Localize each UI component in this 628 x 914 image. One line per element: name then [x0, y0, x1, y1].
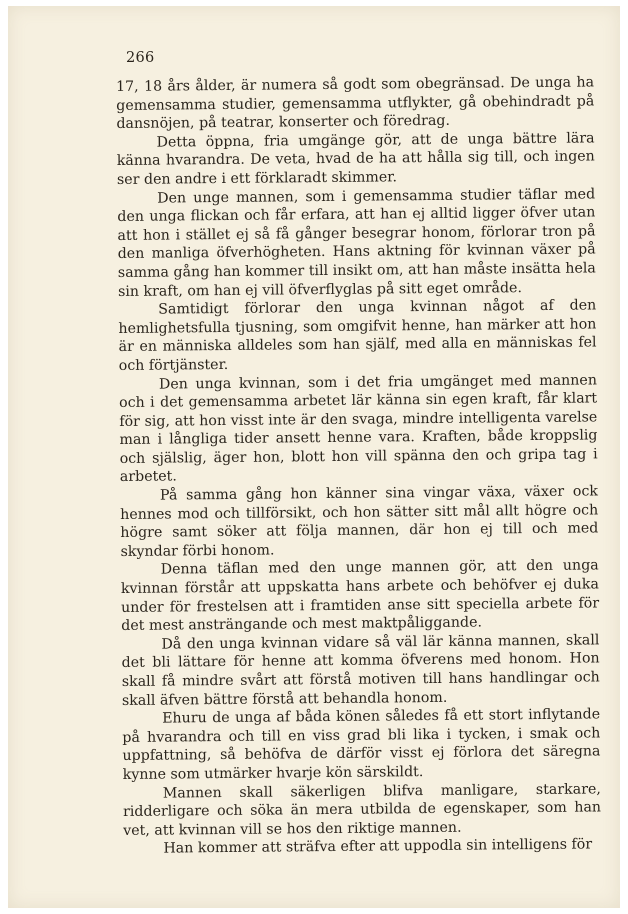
paragraph-6: På samma gång hon känner sina vingar växa, växer ock hennes mod och tillförsikt, och hon sätter sitt mål allt högre och högre samt söker att följa mannen, där hon ej till och med skyndar förbi honom. [120, 483, 599, 560]
paragraph-9: Ehuru de unga af båda könen således få ett stort inflytande på hvarandra och till en viss grad bli lika i tycken, i smak och uppfattning, så behöfva de därför visst ej förlora det säregna kynne som utmärker hvarje kön särskildt. [122, 706, 601, 783]
paragraph-4: Samtidigt förlorar den unga kvinnan något af den hemlighetsfulla tjusning, som omgifvit henne, han märker att hon är en människa alldeles som han själf, med alla en människas fel och förtjänster. [118, 297, 597, 374]
paragraph-2: Detta öppna, fria umgänge gör, att de unga bättre lära känna hvarandra. De veta, hvad de ha att hålla sig till, och ingen ser den andre i ett förklaradt skimmer. [116, 130, 595, 188]
body-text [116, 73, 601, 858]
paragraph-5: Den unga kvinnan, som i det fria umgänget med mannen och i det gemensamma arbetet lär känna sin egen kraft, får klart för sig, att hon visst inte är den svaga, mindre intelligenta varelse man i långliga tider ansett henne vara. Kraften, både kroppslig och själslig, äger hon, blott hon vill spänna den och gripa tag i arbetet. [119, 371, 598, 486]
paragraph-1: 17, 18 års ålder, är numera så godt som obegränsad. De unga ha gemensamma studier, gemensamma utflykter, gå obehindradt på dansnöjen, på teatrar, konserter och föredrag. [116, 74, 595, 133]
paragraph-10: Mannen skall säkerligen blifva manligare, starkare, ridderligare och söka än mera utbilda de egenskaper, som han vet, att kvinnan vill se hos den riktige mannen. [122, 780, 602, 839]
paragraph-3: Den unge mannen, som i gemensamma studier täflar med den unga flickan och får erfara, att han ej alltid ligger öfver utan att hon i stället ej så få gånger besegrar honom, förlorar tron på den manliga öfverhögheten. Hans aktning för kvinnan växer på samma gång han kommer till insikt om, att han måste insätta hela sin kraft, om han ej vill öfverflyglas på sitt eget område. [117, 185, 596, 300]
book-page [8, 6, 620, 908]
page-number: 266 [126, 50, 155, 66]
paragraph-11: Han kommer att sträfva efter att uppodla sin intelligens för [163, 836, 593, 857]
paragraph-8: Då den unga kvinnan vidare så väl lär känna mannen, skall det bli lättare för henne att komma öfverens med honom. Hon skall få mindre svårt att förstå motiven till hans handlingar och skall äfven bättre förstå att behandla honom. [121, 632, 600, 709]
paragraph-7: Denna täflan med den unge mannen gör, att den unga kvinnan förstår att uppskatta hans arbete och behöfver ej duka under för frestelsen att i framtiden anse sitt speciella arbete för det mest ansträngande och mest maktpåliggande. [120, 557, 600, 635]
